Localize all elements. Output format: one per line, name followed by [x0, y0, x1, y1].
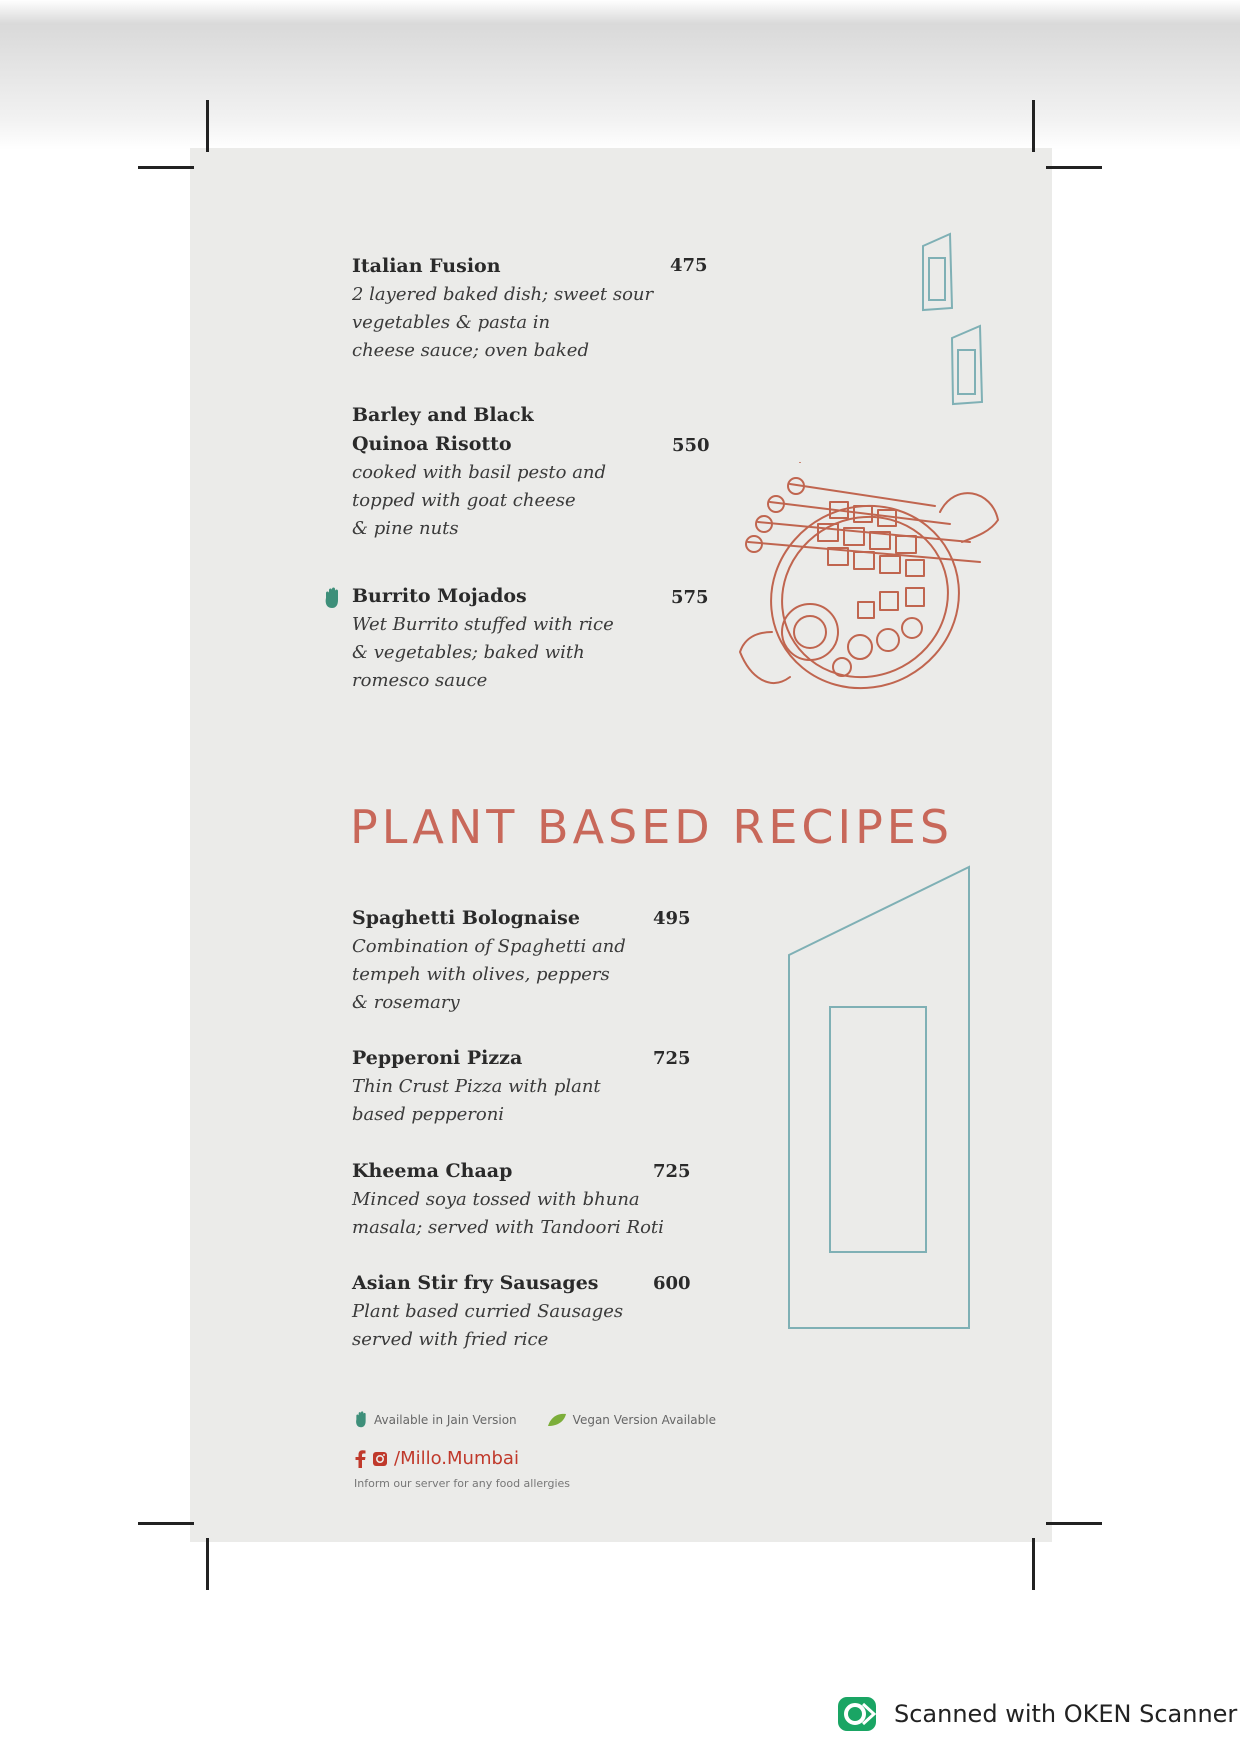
dish-name: Kheema Chaap	[352, 1160, 513, 1182]
vegan-legend-label: Vegan Version Available	[572, 1412, 716, 1427]
dish-description: Plant based curried Sausages served with fried rice	[352, 1301, 624, 1350]
dish-description: Combination of Spaghetti and tempeh with olives, peppers & rosemary	[352, 936, 626, 1013]
dish-price: 600	[653, 1273, 691, 1294]
dish-description: Wet Burrito stuffed with rice & vegetables; baked with romesco sauce	[352, 614, 614, 691]
dish-description: 2 layered baked dish; sweet sour vegetables & pasta in cheese sauce; oven baked	[352, 284, 654, 361]
skewer-platter-illustration	[730, 462, 1010, 712]
small-window-outline	[929, 258, 945, 300]
large-building-outline	[789, 867, 969, 1328]
menu-item	[352, 1269, 623, 1354]
instagram-icon[interactable]	[372, 1451, 388, 1467]
small-building-outline	[923, 234, 952, 310]
dish-description: cooked with basil pesto and topped with goat cheese & pine nuts	[352, 462, 607, 539]
dish-name: Burrito Mojados	[352, 585, 527, 607]
jain-icon	[323, 587, 341, 609]
jain-icon	[354, 1411, 368, 1428]
dish-price: 550	[672, 435, 710, 456]
allergy-note: Inform our server for any food allergies	[354, 1477, 571, 1490]
dish-name: Spaghetti Bolognaise	[352, 907, 580, 929]
menu-item	[352, 904, 626, 1017]
small-window-outline	[958, 350, 975, 394]
leaf-icon	[547, 1413, 567, 1427]
scanner-text: Scanned with OKEN Scanner	[894, 1700, 1238, 1728]
large-window-outline	[830, 1007, 926, 1252]
dish-price: 475	[670, 255, 708, 276]
jain-legend-label: Available in Jain Version	[374, 1412, 517, 1427]
section-title: PLANT BASED RECIPES	[350, 800, 954, 854]
dish-name: Barley and Black Quinoa Risotto	[352, 404, 534, 455]
dish-name: Italian Fusion	[352, 255, 501, 277]
dish-price: 495	[653, 908, 691, 929]
small-building-outline	[952, 326, 982, 404]
dish-price: 725	[653, 1048, 691, 1069]
dish-name: Asian Stir fry Sausages	[352, 1272, 599, 1294]
menu-item	[352, 401, 606, 543]
social-handle[interactable]: /Millo.Mumbai	[394, 1448, 519, 1469]
social-handle-row	[354, 1448, 519, 1469]
dish-price: 725	[653, 1161, 691, 1182]
facebook-icon[interactable]	[354, 1450, 366, 1468]
menu-item	[352, 582, 614, 695]
dish-name: Pepperoni Pizza	[352, 1047, 523, 1069]
dish-price: 575	[671, 587, 709, 608]
oken-logo-icon	[836, 1695, 880, 1733]
menu-item	[352, 252, 653, 365]
scanner-watermark	[836, 1695, 1237, 1733]
menu-item	[352, 1044, 601, 1129]
dish-description: Minced soya tossed with bhuna masala; served with Tandoori Roti	[352, 1189, 664, 1238]
dish-description: Thin Crust Pizza with plant based pepperoni	[352, 1076, 601, 1125]
menu-item	[352, 1157, 664, 1242]
dietary-legend	[354, 1411, 716, 1428]
